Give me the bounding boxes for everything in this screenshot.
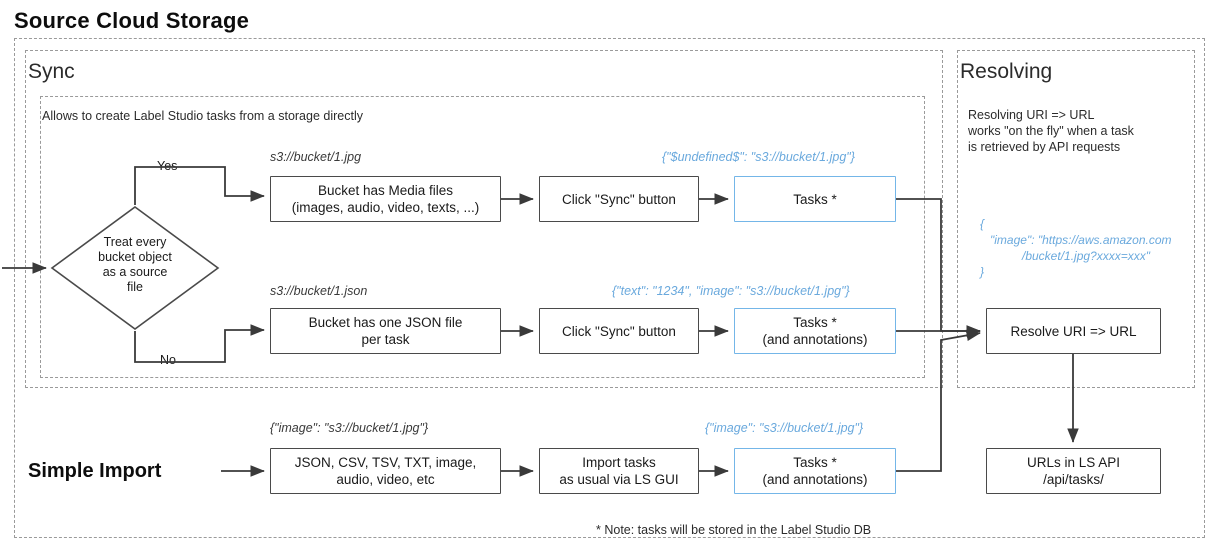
decision-yes-label: Yes xyxy=(157,159,178,173)
simple-import-sources-line-2: audio, video, etc xyxy=(336,472,435,487)
decision-line-1: Treat every xyxy=(103,235,167,249)
resolving-note-line-3: is retrieved by API requests xyxy=(968,140,1121,154)
simple-import-label: Simple Import xyxy=(28,460,162,482)
media-task-json-label: {"$undefined$": "s3://bucket/1.jpg"} xyxy=(662,150,855,164)
json-bucket-line-1: Bucket has one JSON file xyxy=(308,315,463,330)
simple-import-tasks-box xyxy=(734,448,896,494)
json-task-json-label: {"text": "1234", "image": "s3://bucket/1.jpg"} xyxy=(612,284,850,298)
media-tasks-box xyxy=(734,176,896,222)
json-tasks-box xyxy=(734,308,896,354)
sync-section-label: Sync xyxy=(28,60,75,83)
resolving-section-label: Resolving xyxy=(960,60,1053,83)
resolving-json-snippet xyxy=(980,216,1195,280)
decision-diamond xyxy=(50,205,220,331)
urls-api-line-2: /api/tasks/ xyxy=(1043,472,1104,487)
simple-import-sources-line-1: JSON, CSV, TSV, TXT, image, xyxy=(294,455,477,470)
simple-import-task-json: {"image": "s3://bucket/1.jpg"} xyxy=(705,421,864,435)
media-sync-button-box[interactable] xyxy=(539,176,699,222)
json-bucket-box xyxy=(270,308,501,354)
media-bucket-line-1: Bucket has Media files xyxy=(317,183,454,198)
decision-no-label: No xyxy=(160,353,176,367)
resolving-json-open: { xyxy=(980,217,985,231)
page-title: Source Cloud Storage xyxy=(14,8,250,33)
media-sync-button-label: Click "Sync" button xyxy=(562,191,676,207)
media-tasks-label: Tasks * xyxy=(793,191,837,207)
decision-line-4: file xyxy=(127,280,143,294)
urls-api-line-1: URLs in LS API xyxy=(1026,455,1121,470)
resolving-note-line-2: works "on the fly" when a task xyxy=(968,124,1134,138)
simple-import-gui-box xyxy=(539,448,699,494)
simple-import-tasks-line-2: (and annotations) xyxy=(762,472,868,487)
json-tasks-line-1: Tasks * xyxy=(793,315,837,330)
media-uri-label: s3://bucket/1.jpg xyxy=(270,150,362,164)
resolving-json-key: "image": "https://aws.amazon.com xyxy=(990,233,1172,247)
media-bucket-line-2: (images, audio, video, texts, ...) xyxy=(291,200,480,215)
resolving-json-close: } xyxy=(980,265,985,279)
json-tasks-line-2: (and annotations) xyxy=(762,332,868,347)
decision-line-2: bucket object xyxy=(98,250,172,264)
simple-import-gui-line-1: Import tasks xyxy=(582,455,656,470)
simple-import-tasks-line-1: Tasks * xyxy=(793,455,837,470)
json-sync-button-label: Click "Sync" button xyxy=(562,323,676,339)
sync-note: Allows to create Label Studio tasks from a storage directly xyxy=(42,109,363,123)
simple-import-sources-box xyxy=(270,448,501,494)
resolving-json-value: /bucket/1.jpg?xxxx=xxx" xyxy=(1022,249,1150,263)
resolve-uri-label: Resolve URI => URL xyxy=(1010,323,1137,339)
decision-line-3: as a source xyxy=(102,265,168,279)
json-sync-button-box[interactable] xyxy=(539,308,699,354)
resolve-uri-box xyxy=(986,308,1161,354)
media-bucket-box xyxy=(270,176,501,222)
simple-import-gui-line-2: as usual via LS GUI xyxy=(559,472,679,487)
simple-import-input-json: {"image": "s3://bucket/1.jpg"} xyxy=(270,421,429,435)
json-uri-label: s3://bucket/1.json xyxy=(270,284,368,298)
footnote: * Note: tasks will be stored in the Label Studio DB xyxy=(596,523,872,537)
urls-api-box xyxy=(986,448,1161,494)
json-bucket-line-2: per task xyxy=(361,332,410,347)
resolving-note-line-1: Resolving URI => URL xyxy=(968,108,1095,122)
